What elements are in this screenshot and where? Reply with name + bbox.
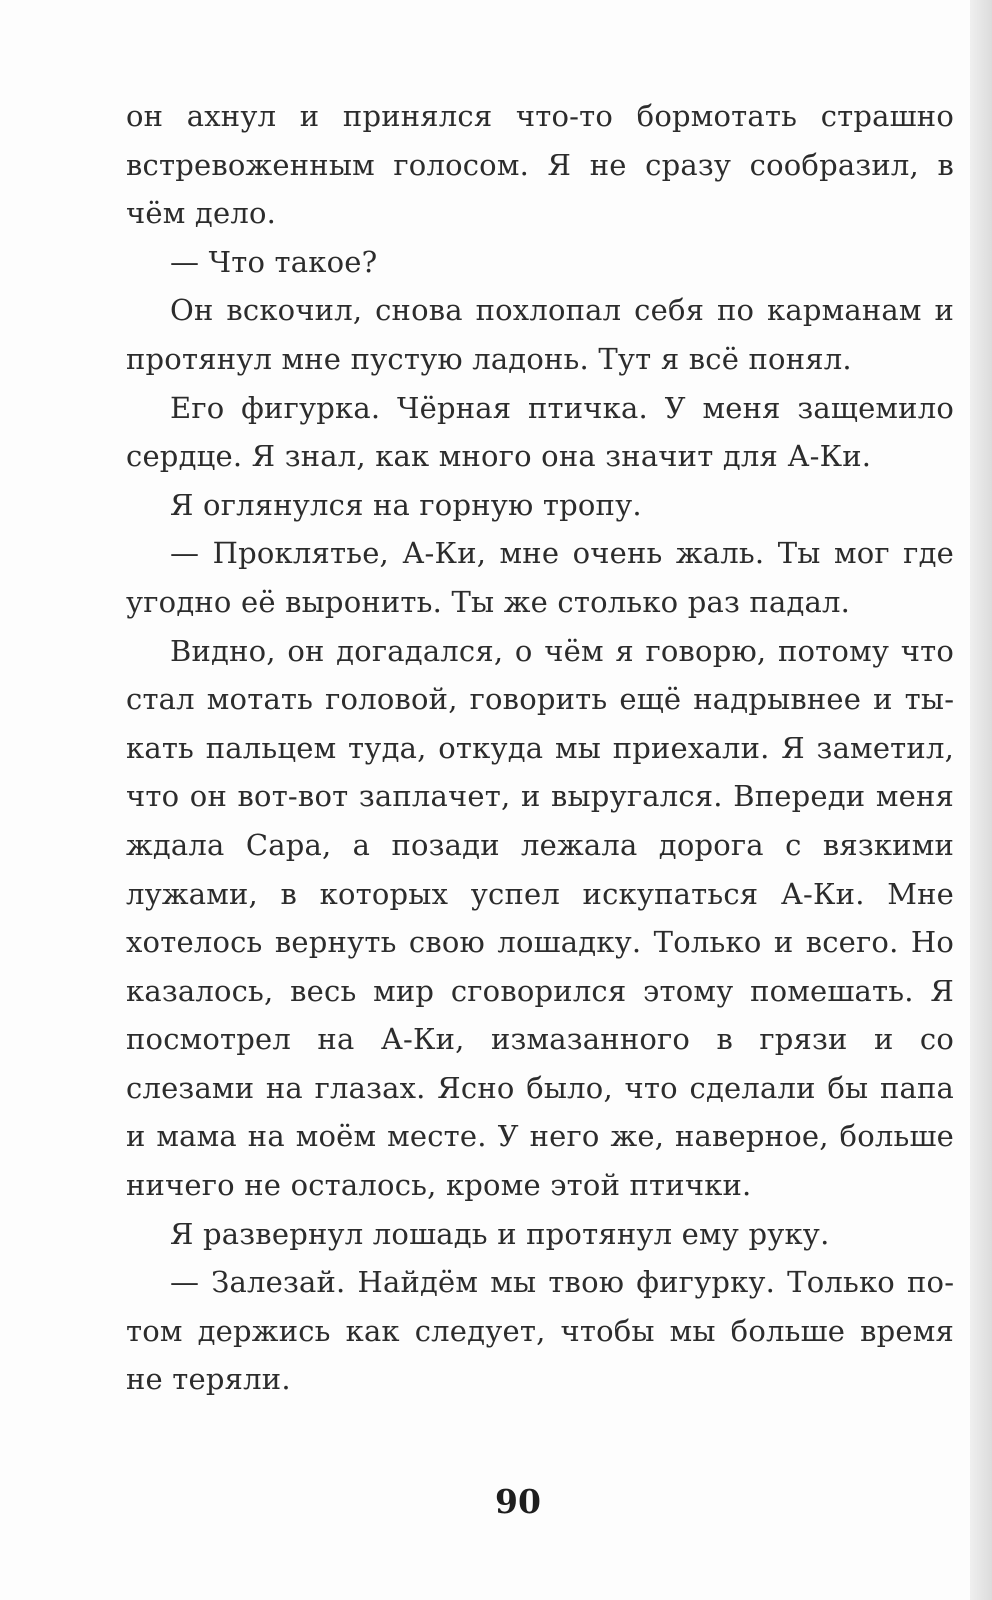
- paragraph: Его фигурка. Чёрная птичка. У меня защемило сердце. Я знал, как много она значит для А-Ки.: [126, 390, 954, 474]
- paragraph: — Проклятье, А-Ки, мне очень жаль. Ты мог где угодно её выронить. Ты же столько раз падал.: [126, 536, 954, 619]
- paragraph: Видно, он догадался, о чём я говорю, потому что стал мотать головой, говорить ещё надрывнее и тыкать пальцем туда, откуда мы приехали. Я заметил, что он вот-вот заплачет, и выругался. Впереди меня ждала Сара, а позади лежала дорога с вязкими лужами, в которых успел искупаться А-Ки. Мне хотелось вернуть свою лошадку. Только и всего. Но казалось, весь мир сговорился этому помешать. Я посмотрел на А-Ки, измазанного в грязи и со слезами на глазах. Ясно было, что сделали бы папа и мама на моём месте. У него же, наверное, больше ничего не осталось, кроме этой птички.: [126, 633, 954, 1203]
- paragraph: — Что такое?: [170, 244, 378, 279]
- page-edge: [970, 0, 992, 1600]
- paragraph: Я оглянулся на горную тропу.: [170, 487, 642, 522]
- body-text: [126, 92, 954, 1404]
- paragraph: Я развернул лошадь и протянул ему руку.: [170, 1216, 830, 1251]
- paragraph: Он вскочил, снова похлопал себя по карманам и протянул мне пустую ладонь. Тут я всё понял.: [126, 293, 954, 376]
- paragraph: он ахнул и принялся что-то бормотать страшно встревоженным голосом. Я не сразу сообразил, в чём дело.: [126, 99, 954, 231]
- paragraph: — Залезай. Найдём мы твою фигурку. Только потом держись как следует, чтобы мы больше время не теряли.: [126, 1265, 954, 1397]
- page-number: 90: [495, 1482, 541, 1521]
